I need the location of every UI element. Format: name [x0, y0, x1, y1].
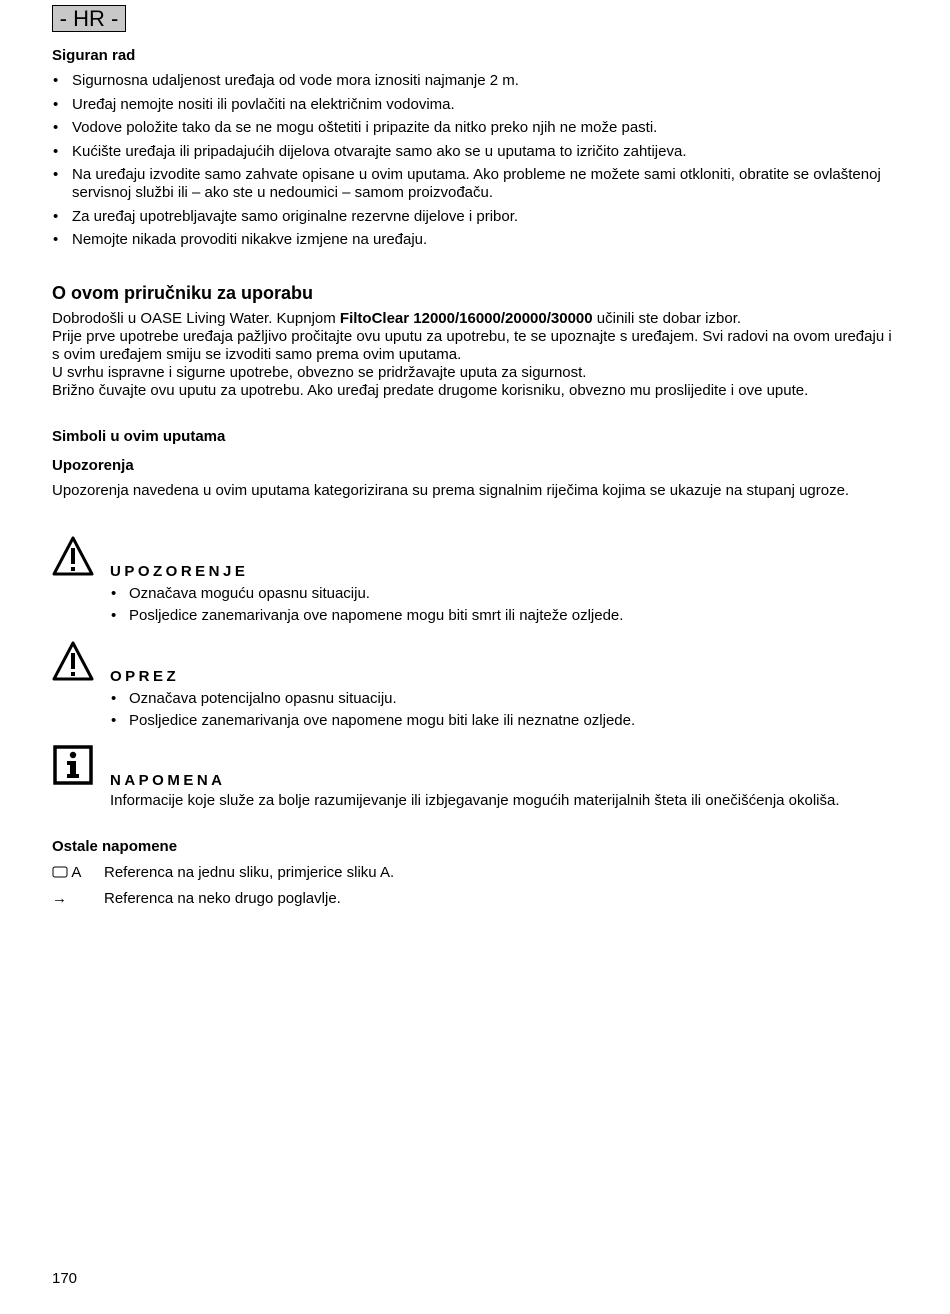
figure-reference-text: Referenca na jednu sliku, primjerice sliku A.: [104, 864, 395, 881]
welcome-text: Dobrodošli u OASE Living Water. Kupnjom: [52, 310, 340, 327]
safety-item: • Na uređaju izvodite samo zahvate opisane u ovim uputama. Ako probleme ne možete sami otkloniti, obratite se ovlaštenoj servisnoj službi ili – ako ste u nedoumici – samom proizvođaču.: [52, 166, 892, 202]
figure-reference-letter: A: [71, 864, 82, 881]
manual-intro: [52, 310, 892, 400]
subsection-title-warnings: Upozorenja: [52, 457, 134, 474]
chapter-reference-text: Referenca na neko drugo poglavlje.: [104, 890, 341, 907]
safety-item: • Kućište uređaja ili pripadajućih dijelova otvarajte samo ako se u uputama to izričito zahtijeva.: [52, 143, 892, 161]
language-badge: - HR -: [52, 5, 126, 32]
signal-word-upozorenje: UPOZORENJE: [110, 563, 249, 580]
safety-item: • Nemojte nikada provoditi nikakve izmjene na uređaju.: [52, 231, 892, 249]
arrow-right-icon: →: [52, 890, 67, 907]
welcome-text-end: učinili ste dobar izbor.: [592, 310, 742, 327]
safety-item: • Sigurnosna udaljenost uređaja od vode mora iznositi najmanje 2 m.: [52, 72, 892, 90]
welcome-paragraph: [52, 310, 892, 328]
warning-triangle-icon: [52, 536, 94, 578]
paragraph-keep-manual: Brižno čuvajte ovu uputu za upotrebu. Ako uređaj predate drugome korisniku, obvezno mu proslijedite i ove upute.: [52, 382, 809, 399]
paragraph-safety: U svrhu ispravne i sigurne upotrebe, obvezno se pridržavajte uputa za sigurnost.: [52, 364, 587, 381]
warnings-intro: Upozorenja navedena u ovim uputama kategorizirana su prema signalnim riječima kojima se ukazuje na stupanj ugroze.: [52, 482, 850, 499]
safety-item: • Vodove položite tako da se ne mogu oštetiti i pripazite da nitko preko njih ne može pasti.: [52, 119, 892, 137]
figure-icon: [52, 866, 68, 878]
section-title-other-notes: Ostale napomene: [52, 838, 178, 855]
info-icon: [52, 745, 94, 785]
napomena-text: Informacije koje služe za bolje razumijevanje ili izbjegavanje mogućih materijalnih šteta ili onečišćenja okoliša.: [110, 792, 840, 809]
safety-list: [52, 72, 892, 255]
upozorenje-item: • Posljedice zanemarivanja ove napomene mogu biti smrt ili najteže ozljede.: [110, 607, 910, 625]
oprez-list: [110, 690, 910, 734]
section-title-symbols: Simboli u ovim uputama: [52, 428, 226, 445]
safety-item: • Uređaj nemojte nositi ili povlačiti na električnim vodovima.: [52, 96, 892, 114]
oprez-item: • Posljedice zanemarivanja ove napomene mogu biti lake ili neznatne ozljede.: [110, 712, 910, 730]
section-title-manual: O ovom priručniku za uporabu: [52, 283, 314, 303]
product-name: FiltoClear 12000/16000/20000/30000: [339, 310, 593, 327]
section-title-safety: Siguran rad: [52, 47, 136, 64]
page-number: 170: [52, 1270, 78, 1287]
paragraph-read-first: Prije prve upotrebe uređaja pažljivo pročitajte ovu uputu za upotrebu, te se upoznajte s uređajem. Svi radovi na ovom uređaju i s ovim uređajem smiju se izvoditi samo prema ovim uputama.: [52, 328, 892, 363]
signal-word-oprez: OPREZ: [110, 668, 180, 685]
safety-item: • Za uređaj upotrebljavajte samo originalne rezervne dijelove i pribor.: [52, 208, 892, 226]
warning-triangle-icon: [52, 641, 94, 683]
upozorenje-list: [110, 585, 910, 629]
oprez-item: • Označava potencijalno opasnu situaciju.: [110, 690, 910, 708]
upozorenje-item: • Označava moguću opasnu situaciju.: [110, 585, 910, 603]
signal-word-napomena: NAPOMENA: [110, 772, 226, 789]
figure-reference-symbol: [52, 863, 98, 883]
